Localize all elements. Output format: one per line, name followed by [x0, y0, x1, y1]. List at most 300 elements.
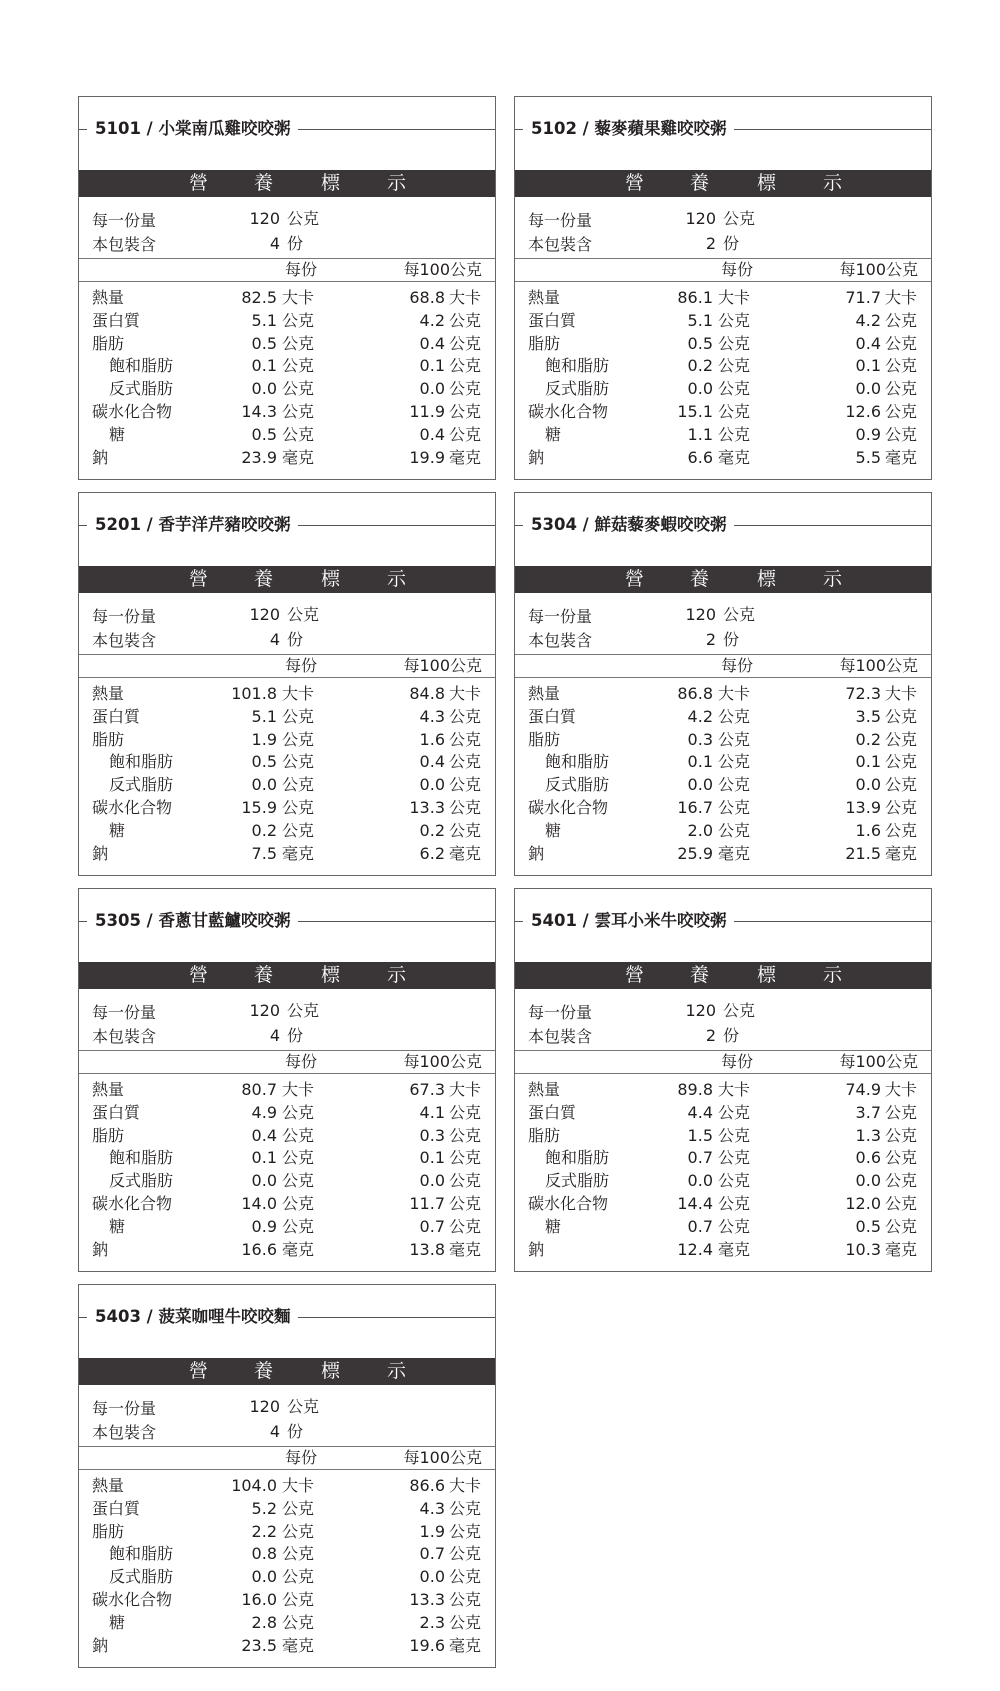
- per-serving-unit: 公克: [718, 424, 751, 444]
- per-100g-value: 67.3: [409, 1080, 445, 1099]
- per-100g-value: 0.0: [855, 775, 881, 795]
- divider: [515, 1073, 931, 1074]
- per-100g-unit: 公克: [449, 729, 482, 749]
- nutrient-name: 反式脂肪: [545, 1171, 610, 1191]
- per-100g-unit: 毫克: [885, 447, 918, 467]
- per-serving-value: 0.5: [251, 333, 277, 353]
- per-serving-value: 0.1: [687, 752, 713, 772]
- per-100g-unit: 大卡: [885, 684, 918, 703]
- per-serving-header: 每份: [720, 260, 753, 279]
- per-serving-unit: 公克: [718, 775, 751, 795]
- per-100g-value: 1.6: [855, 820, 881, 840]
- per-100g-unit: 公克: [449, 1125, 482, 1145]
- serving-size-unit: 公克: [287, 209, 320, 228]
- per-serving-unit: 公克: [718, 1102, 751, 1122]
- nutrient-name: 鈉: [92, 843, 109, 863]
- nutrient-name: 糖: [545, 424, 562, 444]
- card-title-row: [515, 97, 931, 170]
- per-serving-unit: 公克: [718, 729, 751, 749]
- servings-per-pack-value: 2: [705, 1026, 716, 1045]
- per-serving-value: 4.2: [687, 706, 713, 726]
- per-serving-unit: 公克: [718, 310, 751, 330]
- per-serving-unit: 大卡: [718, 288, 751, 307]
- per-100g-value: 0.1: [855, 752, 881, 772]
- per-serving-value: 5.1: [687, 310, 713, 330]
- per-serving-unit: 公克: [282, 752, 315, 772]
- nutrient-name: 鈉: [528, 1239, 545, 1259]
- servings-per-pack-unit: 份: [287, 1422, 304, 1441]
- nutrient-name: 飽和脂肪: [545, 1148, 610, 1168]
- per-100g-unit: 公克: [449, 820, 482, 840]
- per-100g-value: 4.3: [419, 1498, 445, 1518]
- divider: [79, 1050, 495, 1051]
- divider: [515, 1050, 931, 1051]
- card-title-row: [79, 1285, 495, 1358]
- nutrient-name: 鈉: [92, 1239, 109, 1259]
- nutrition-card: [78, 492, 496, 876]
- per-serving-unit: 公克: [282, 706, 315, 726]
- nutrition-card: [514, 96, 932, 480]
- product-title: 5101 / 小棠南瓜雞咬咬粥: [87, 117, 298, 141]
- per-100g-value: 13.8: [409, 1239, 445, 1259]
- header-char: 營: [625, 172, 645, 194]
- per-serving-unit: 公克: [282, 1102, 315, 1122]
- header-char: 養: [254, 1360, 274, 1382]
- serving-size-value: 120: [249, 1397, 280, 1416]
- per-serving-unit: 公克: [282, 1216, 315, 1236]
- per-100g-unit: 公克: [885, 820, 918, 840]
- card-title-row: [79, 97, 495, 170]
- per-100g-value: 71.7: [845, 288, 881, 307]
- serving-size-label: 每一份量: [92, 1399, 157, 1418]
- per-100g-unit: 公克: [449, 310, 482, 330]
- per-100g-value: 2.3: [419, 1612, 445, 1632]
- nutrient-name: 碳水化合物: [92, 1590, 173, 1609]
- header-char: 營: [189, 964, 209, 986]
- nutrient-name: 糖: [109, 1216, 126, 1236]
- per-serving-unit: 毫克: [718, 447, 751, 467]
- per-100g-value: 3.5: [855, 706, 881, 726]
- header-char: 養: [690, 172, 710, 194]
- nutrient-name: 反式脂肪: [109, 1567, 174, 1587]
- card-title-row: [515, 493, 931, 566]
- servings-per-pack-label: 本包裝含: [92, 1423, 157, 1442]
- per-serving-unit: 大卡: [282, 1080, 315, 1099]
- per-100g-unit: 公克: [449, 798, 482, 817]
- nutrition-card: [514, 492, 932, 876]
- per-100g-unit: 公克: [885, 379, 918, 399]
- servings-per-pack-label: 本包裝含: [528, 1027, 593, 1046]
- per-serving-unit: 公克: [282, 333, 315, 353]
- nutrient-name: 蛋白質: [528, 706, 577, 726]
- per-100g-unit: 公克: [449, 1171, 482, 1191]
- per-serving-value: 0.1: [251, 356, 277, 376]
- nutrient-name: 糖: [109, 820, 126, 840]
- serving-size-label: 每一份量: [92, 211, 157, 230]
- per-100g-value: 84.8: [409, 684, 445, 703]
- card-title-row: [79, 889, 495, 962]
- serving-size-value: 120: [685, 605, 716, 624]
- per-100g-value: 19.6: [409, 1635, 445, 1655]
- per-serving-value: 104.0: [231, 1476, 277, 1495]
- per-100g-unit: 公克: [449, 1521, 482, 1541]
- product-title: 5304 / 鮮菇藜麥蝦咬咬粥: [523, 513, 734, 537]
- per-serving-header: 每份: [284, 260, 317, 279]
- per-100g-unit: 公克: [449, 1567, 482, 1587]
- nutrient-name: 碳水化合物: [528, 402, 609, 421]
- per-serving-value: 25.9: [677, 843, 713, 863]
- serving-size-value: 120: [249, 209, 280, 228]
- servings-per-pack-value: 2: [705, 234, 716, 253]
- per-100g-unit: 毫克: [449, 447, 482, 467]
- per-serving-value: 4.4: [687, 1102, 713, 1122]
- per-serving-value: 0.4: [251, 1125, 277, 1145]
- per-100g-unit: 公克: [885, 310, 918, 330]
- nutrient-name: 熱量: [92, 684, 125, 703]
- nutrient-name: 熱量: [528, 288, 561, 307]
- nutrient-name: 糖: [109, 1612, 126, 1632]
- per-serving-value: 16.7: [677, 798, 713, 817]
- per-serving-unit: 公克: [282, 1544, 315, 1564]
- divider: [79, 1446, 495, 1447]
- per-100g-unit: 公克: [885, 752, 918, 772]
- per-serving-value: 16.0: [241, 1590, 277, 1609]
- per-100g-header: 每100公克: [403, 656, 482, 675]
- per-serving-value: 15.1: [677, 402, 713, 421]
- per-serving-unit: 大卡: [282, 1476, 315, 1495]
- servings-per-pack-unit: 份: [723, 234, 740, 253]
- per-100g-unit: 公克: [885, 775, 918, 795]
- header-char: 養: [254, 172, 274, 194]
- per-100g-value: 19.9: [409, 447, 445, 467]
- divider: [515, 654, 931, 655]
- per-100g-unit: 大卡: [885, 288, 918, 307]
- serving-size-label: 每一份量: [92, 607, 157, 626]
- nutrient-name: 糖: [109, 424, 126, 444]
- divider: [515, 281, 931, 282]
- per-100g-value: 0.0: [419, 1567, 445, 1587]
- per-100g-header: 每100公克: [403, 260, 482, 279]
- per-100g-value: 4.1: [419, 1102, 445, 1122]
- per-100g-unit: 公克: [449, 1544, 482, 1564]
- per-100g-value: 10.3: [845, 1239, 881, 1259]
- per-100g-value: 5.5: [855, 447, 881, 467]
- per-100g-value: 21.5: [845, 843, 881, 863]
- per-serving-value: 12.4: [677, 1239, 713, 1259]
- per-serving-unit: 公克: [718, 1216, 751, 1236]
- per-serving-unit: 公克: [718, 706, 751, 726]
- nutrient-name: 碳水化合物: [92, 798, 173, 817]
- nutrient-name: 脂肪: [528, 333, 561, 353]
- per-serving-value: 0.0: [687, 1171, 713, 1191]
- per-serving-value: 0.5: [687, 333, 713, 353]
- per-serving-value: 0.5: [251, 752, 277, 772]
- per-serving-unit: 公克: [718, 333, 751, 353]
- servings-per-pack-unit: 份: [723, 1026, 740, 1045]
- per-serving-value: 1.1: [687, 424, 713, 444]
- per-100g-unit: 毫克: [885, 1239, 918, 1259]
- per-100g-value: 4.3: [419, 706, 445, 726]
- per-100g-value: 0.6: [855, 1148, 881, 1168]
- per-100g-value: 68.8: [409, 288, 445, 307]
- nutrient-name: 熱量: [528, 1080, 561, 1099]
- per-serving-value: 101.8: [231, 684, 277, 703]
- per-100g-value: 13.3: [409, 1590, 445, 1609]
- nutrient-name: 熱量: [92, 1476, 125, 1495]
- per-serving-value: 5.1: [251, 310, 277, 330]
- per-serving-unit: 公克: [718, 1125, 751, 1145]
- per-serving-value: 5.1: [251, 706, 277, 726]
- per-serving-header: 每份: [720, 1052, 753, 1071]
- nutrient-name: 鈉: [528, 843, 545, 863]
- per-serving-value: 82.5: [241, 288, 277, 307]
- serving-size-value: 120: [249, 605, 280, 624]
- per-100g-unit: 公克: [449, 775, 482, 795]
- serving-size-label: 每一份量: [528, 607, 593, 626]
- nutrient-name: 蛋白質: [92, 1102, 141, 1122]
- nutrient-name: 鈉: [528, 447, 545, 467]
- nutrient-name: 脂肪: [92, 333, 125, 353]
- per-100g-value: 0.0: [419, 1171, 445, 1191]
- per-100g-unit: 毫克: [449, 843, 482, 863]
- per-100g-unit: 公克: [885, 402, 918, 421]
- per-serving-unit: 毫克: [282, 1239, 315, 1259]
- per-serving-unit: 公克: [718, 798, 751, 817]
- per-100g-value: 0.7: [419, 1216, 445, 1236]
- nutrient-name: 糖: [545, 1216, 562, 1236]
- per-100g-value: 11.9: [409, 402, 445, 421]
- per-100g-header: 每100公克: [839, 260, 918, 279]
- serving-size-value: 120: [685, 209, 716, 228]
- per-serving-value: 86.1: [677, 288, 713, 307]
- header-char: 示: [823, 172, 843, 194]
- nutrition-facts-header: [79, 170, 495, 197]
- per-serving-unit: 公克: [718, 402, 751, 421]
- servings-per-pack-label: 本包裝含: [92, 235, 157, 254]
- nutrient-name: 糖: [545, 820, 562, 840]
- per-100g-unit: 大卡: [449, 1476, 482, 1495]
- per-100g-value: 12.0: [845, 1194, 881, 1213]
- per-100g-value: 72.3: [845, 684, 881, 703]
- nutrient-name: 反式脂肪: [109, 775, 174, 795]
- per-100g-value: 3.7: [855, 1102, 881, 1122]
- per-100g-unit: 公克: [885, 333, 918, 353]
- per-100g-value: 1.3: [855, 1125, 881, 1145]
- per-100g-value: 13.3: [409, 798, 445, 817]
- header-char: 營: [189, 1360, 209, 1382]
- divider: [79, 677, 495, 678]
- per-serving-value: 23.9: [241, 447, 277, 467]
- serving-size-label: 每一份量: [92, 1003, 157, 1022]
- divider: [515, 258, 931, 259]
- per-100g-unit: 公克: [885, 798, 918, 817]
- servings-per-pack-value: 4: [269, 630, 280, 649]
- per-100g-value: 0.3: [419, 1125, 445, 1145]
- per-100g-unit: 公克: [885, 1102, 918, 1122]
- nutrition-facts-header: [515, 566, 931, 593]
- card-title-row: [515, 889, 931, 962]
- nutrition-card: [78, 888, 496, 1272]
- per-serving-unit: 公克: [282, 798, 315, 817]
- per-serving-unit: 大卡: [718, 1080, 751, 1099]
- product-title: 5305 / 香蔥甘藍鱸咬咬粥: [87, 909, 298, 933]
- per-serving-value: 0.7: [687, 1148, 713, 1168]
- per-serving-value: 14.0: [241, 1194, 277, 1213]
- nutrient-name: 反式脂肪: [109, 1171, 174, 1191]
- nutrient-name: 脂肪: [528, 729, 561, 749]
- per-serving-unit: 公克: [718, 1148, 751, 1168]
- header-char: 營: [625, 568, 645, 590]
- per-100g-unit: 公克: [449, 379, 482, 399]
- divider: [79, 654, 495, 655]
- per-100g-unit: 公克: [885, 1171, 918, 1191]
- nutrient-name: 飽和脂肪: [545, 356, 610, 376]
- per-100g-value: 0.1: [419, 356, 445, 376]
- nutrition-card: [78, 1284, 496, 1668]
- per-100g-unit: 公克: [885, 1148, 918, 1168]
- per-100g-unit: 公克: [449, 424, 482, 444]
- per-serving-unit: 公克: [282, 1521, 315, 1541]
- per-serving-unit: 公克: [718, 356, 751, 376]
- per-100g-value: 1.9: [419, 1521, 445, 1541]
- per-serving-value: 0.9: [251, 1216, 277, 1236]
- per-100g-unit: 公克: [449, 1148, 482, 1168]
- per-serving-value: 14.3: [241, 402, 277, 421]
- card-title-row: [79, 493, 495, 566]
- per-serving-unit: 公克: [282, 379, 315, 399]
- per-100g-unit: 毫克: [449, 1635, 482, 1655]
- per-serving-unit: 公克: [282, 402, 315, 421]
- per-100g-value: 0.2: [419, 820, 445, 840]
- per-serving-unit: 公克: [282, 1567, 315, 1587]
- per-serving-value: 0.7: [687, 1216, 713, 1236]
- product-title: 5401 / 雲耳小米牛咬咬粥: [523, 909, 734, 933]
- per-serving-value: 1.5: [687, 1125, 713, 1145]
- per-serving-header: 每份: [284, 1448, 317, 1467]
- per-100g-value: 74.9: [845, 1080, 881, 1099]
- per-100g-value: 0.5: [855, 1216, 881, 1236]
- per-serving-unit: 公克: [282, 1171, 315, 1191]
- per-100g-unit: 公克: [449, 1498, 482, 1518]
- divider: [79, 1469, 495, 1470]
- per-serving-unit: 公克: [718, 1171, 751, 1191]
- per-serving-unit: 公克: [282, 1612, 315, 1632]
- per-100g-unit: 公克: [885, 729, 918, 749]
- servings-per-pack-label: 本包裝含: [92, 1027, 157, 1046]
- nutrition-facts-header: [79, 962, 495, 989]
- nutrient-name: 鈉: [92, 447, 109, 467]
- per-100g-value: 12.6: [845, 402, 881, 421]
- nutrient-name: 脂肪: [528, 1125, 561, 1145]
- nutrient-name: 蛋白質: [92, 310, 141, 330]
- per-serving-value: 0.0: [251, 1171, 277, 1191]
- per-100g-unit: 公克: [449, 1102, 482, 1122]
- nutrient-name: 碳水化合物: [528, 798, 609, 817]
- divider: [79, 258, 495, 259]
- nutrition-card: [514, 888, 932, 1272]
- per-100g-unit: 大卡: [449, 1080, 482, 1099]
- per-serving-value: 80.7: [241, 1080, 277, 1099]
- nutrient-name: 蛋白質: [92, 706, 141, 726]
- per-serving-unit: 公克: [282, 1148, 315, 1168]
- per-serving-unit: 公克: [718, 1194, 751, 1213]
- per-serving-value: 89.8: [677, 1080, 713, 1099]
- header-char: 標: [757, 964, 777, 986]
- per-100g-unit: 公克: [885, 1216, 918, 1236]
- servings-per-pack-label: 本包裝含: [92, 631, 157, 650]
- per-serving-unit: 公克: [282, 356, 315, 376]
- per-100g-unit: 公克: [449, 752, 482, 772]
- per-serving-unit: 毫克: [718, 843, 751, 863]
- per-100g-unit: 毫克: [449, 1239, 482, 1259]
- per-100g-value: 0.4: [419, 752, 445, 772]
- serving-size-unit: 公克: [723, 1001, 756, 1020]
- per-serving-header: 每份: [720, 656, 753, 675]
- header-char: 示: [387, 568, 407, 590]
- per-serving-value: 0.0: [687, 379, 713, 399]
- serving-size-value: 120: [685, 1001, 716, 1020]
- product-title: 5102 / 藜麥蘋果雞咬咬粥: [523, 117, 734, 141]
- nutrient-name: 蛋白質: [92, 1498, 141, 1518]
- serving-size-unit: 公克: [723, 209, 756, 228]
- header-char: 示: [387, 964, 407, 986]
- header-char: 標: [757, 172, 777, 194]
- header-char: 示: [823, 568, 843, 590]
- servings-per-pack-value: 4: [269, 234, 280, 253]
- per-serving-value: 0.8: [251, 1544, 277, 1564]
- servings-per-pack-unit: 份: [723, 630, 740, 649]
- per-serving-value: 6.6: [687, 447, 713, 467]
- per-serving-value: 15.9: [241, 798, 277, 817]
- per-serving-value: 4.9: [251, 1102, 277, 1122]
- serving-size-value: 120: [249, 1001, 280, 1020]
- servings-per-pack-label: 本包裝含: [528, 235, 593, 254]
- per-100g-value: 11.7: [409, 1194, 445, 1213]
- nutrient-name: 熱量: [528, 684, 561, 703]
- header-char: 標: [321, 172, 341, 194]
- per-100g-unit: 大卡: [885, 1080, 918, 1099]
- nutrient-name: 飽和脂肪: [109, 356, 174, 376]
- per-100g-header: 每100公克: [403, 1052, 482, 1071]
- nutrient-name: 脂肪: [92, 1125, 125, 1145]
- per-serving-unit: 公克: [282, 1194, 315, 1213]
- header-char: 示: [823, 964, 843, 986]
- per-serving-unit: 毫克: [282, 1635, 315, 1655]
- header-char: 營: [189, 568, 209, 590]
- nutrient-name: 脂肪: [92, 1521, 125, 1541]
- per-serving-value: 0.3: [687, 729, 713, 749]
- per-100g-unit: 大卡: [449, 684, 482, 703]
- nutrition-facts-header: [79, 566, 495, 593]
- per-serving-unit: 公克: [282, 1590, 315, 1609]
- per-serving-value: 0.2: [687, 356, 713, 376]
- per-serving-unit: 公克: [282, 729, 315, 749]
- per-100g-value: 0.1: [855, 356, 881, 376]
- per-serving-unit: 大卡: [282, 288, 315, 307]
- per-100g-header: 每100公克: [403, 1448, 482, 1467]
- per-100g-unit: 大卡: [449, 288, 482, 307]
- nutrition-facts-header: [515, 170, 931, 197]
- per-100g-value: 0.4: [855, 333, 881, 353]
- per-100g-unit: 公克: [449, 1612, 482, 1632]
- nutrient-name: 脂肪: [92, 729, 125, 749]
- servings-per-pack-unit: 份: [287, 630, 304, 649]
- nutrition-facts-header: [515, 962, 931, 989]
- nutrition-card: [78, 96, 496, 480]
- nutrient-name: 熱量: [92, 1080, 125, 1099]
- per-serving-unit: 毫克: [282, 447, 315, 467]
- serving-size-label: 每一份量: [528, 211, 593, 230]
